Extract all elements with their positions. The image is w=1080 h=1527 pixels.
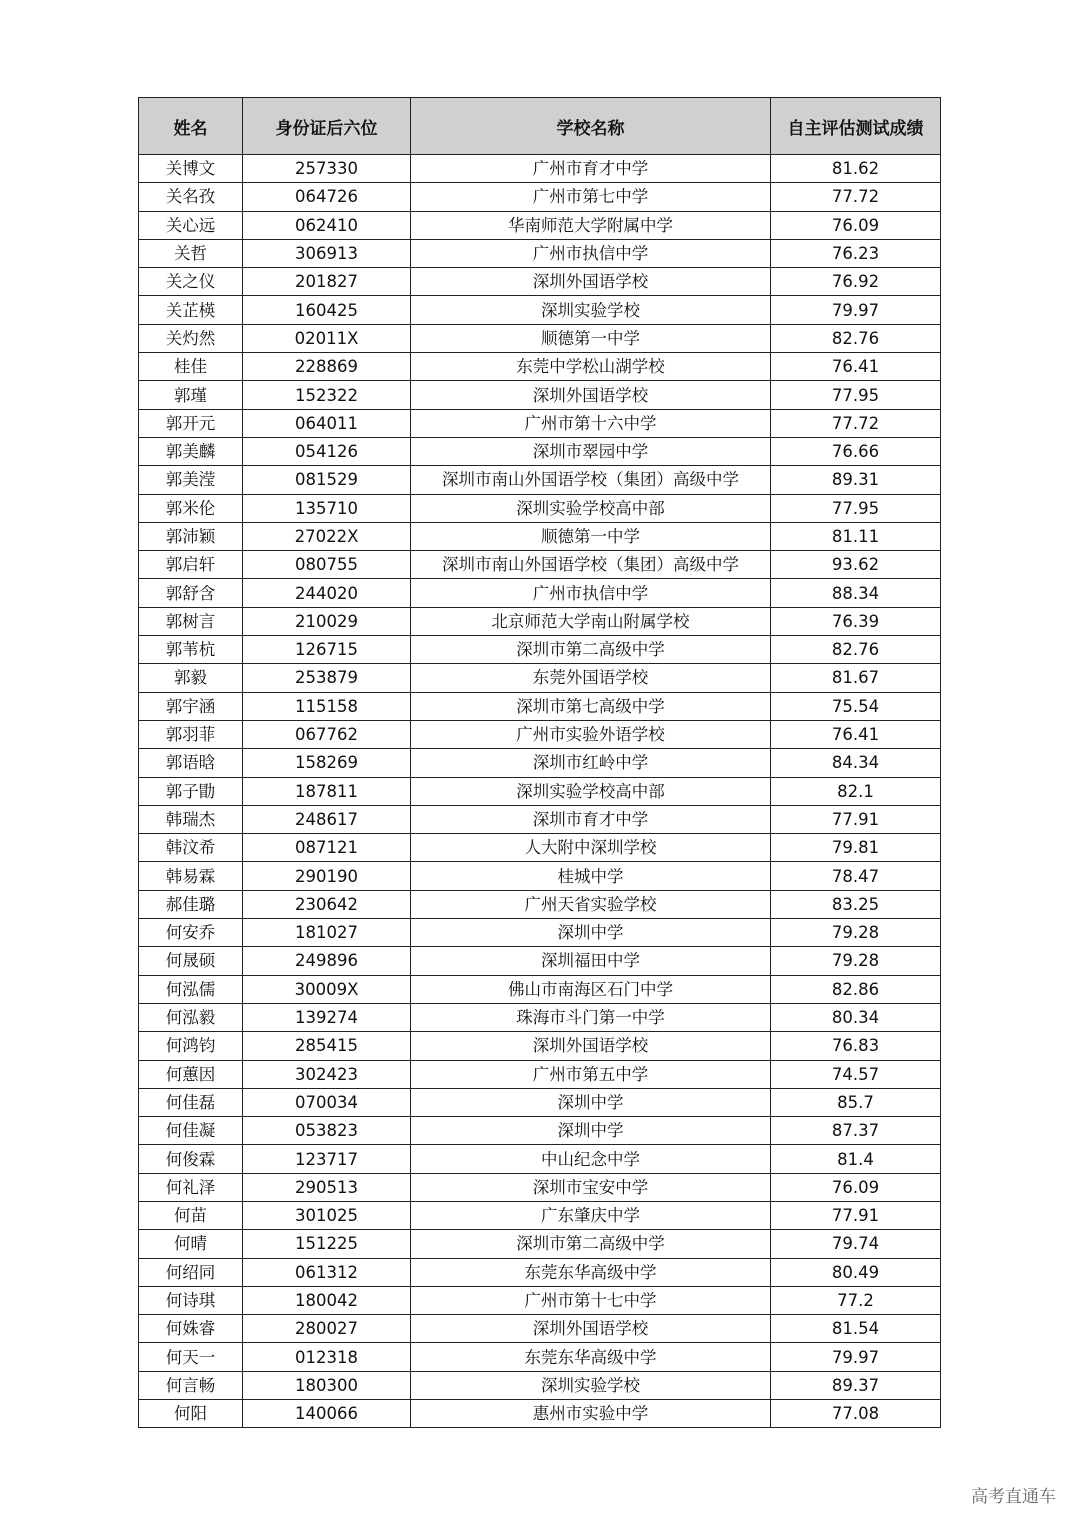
cell-score: 77.91 [771, 1201, 941, 1229]
table-row [139, 1286, 941, 1314]
cell-id-last-six: 140066 [243, 1400, 411, 1428]
table-row [139, 1145, 941, 1173]
cell-id-last-six: 228869 [243, 353, 411, 381]
cell-id-last-six: 158269 [243, 749, 411, 777]
cell-name: 何安乔 [139, 919, 243, 947]
cell-name: 郭毅 [139, 664, 243, 692]
cell-score: 76.09 [771, 211, 941, 239]
cell-score: 82.76 [771, 636, 941, 664]
table-row [139, 239, 941, 267]
cell-id-last-six: 230642 [243, 890, 411, 918]
cell-name: 关名孜 [139, 183, 243, 211]
cell-score: 84.34 [771, 749, 941, 777]
cell-name: 何泓毅 [139, 1003, 243, 1031]
cell-school: 深圳实验学校高中部 [411, 494, 771, 522]
table-row [139, 268, 941, 296]
cell-name: 郭羽菲 [139, 720, 243, 748]
cell-school: 广州市第五中学 [411, 1060, 771, 1088]
cell-id-last-six: 290190 [243, 862, 411, 890]
cell-score: 77.08 [771, 1400, 941, 1428]
cell-score: 76.83 [771, 1032, 941, 1060]
table-row [139, 720, 941, 748]
table-row [139, 1003, 941, 1031]
cell-score: 78.47 [771, 862, 941, 890]
cell-name: 何诗琪 [139, 1286, 243, 1314]
cell-school: 广东肇庆中学 [411, 1201, 771, 1229]
cell-id-last-six: 280027 [243, 1315, 411, 1343]
table-row [139, 890, 941, 918]
cell-id-last-six: 151225 [243, 1230, 411, 1258]
table-row [139, 975, 941, 1003]
table-row [139, 494, 941, 522]
cell-name: 何蕙因 [139, 1060, 243, 1088]
table-row [139, 749, 941, 777]
cell-name: 韩汶希 [139, 834, 243, 862]
table-row [139, 664, 941, 692]
cell-name: 郭启轩 [139, 551, 243, 579]
cell-id-last-six: 201827 [243, 268, 411, 296]
table-row [139, 409, 941, 437]
cell-name: 郭沛颖 [139, 522, 243, 550]
cell-school: 深圳中学 [411, 1088, 771, 1116]
cell-name: 郭苇杭 [139, 636, 243, 664]
header-school: 学校名称 [411, 98, 771, 155]
cell-score: 81.67 [771, 664, 941, 692]
cell-name: 何佳凝 [139, 1117, 243, 1145]
cell-name: 桂佳 [139, 353, 243, 381]
cell-school: 广州市实验外语学校 [411, 720, 771, 748]
table-row [139, 324, 941, 352]
cell-school: 佛山市南海区石门中学 [411, 975, 771, 1003]
cell-score: 87.37 [771, 1117, 941, 1145]
cell-score: 79.97 [771, 1343, 941, 1371]
cell-name: 郭语晗 [139, 749, 243, 777]
cell-name: 关心远 [139, 211, 243, 239]
cell-name: 关博文 [139, 155, 243, 183]
cell-score: 80.34 [771, 1003, 941, 1031]
cell-score: 80.49 [771, 1258, 941, 1286]
table-row [139, 1230, 941, 1258]
table-row [139, 947, 941, 975]
cell-school: 桂城中学 [411, 862, 771, 890]
header-score: 自主评估测试成绩 [771, 98, 941, 155]
cell-school: 广州市育才中学 [411, 155, 771, 183]
cell-score: 77.91 [771, 805, 941, 833]
cell-id-last-six: 139274 [243, 1003, 411, 1031]
cell-school: 深圳外国语学校 [411, 1315, 771, 1343]
cell-name: 何天一 [139, 1343, 243, 1371]
cell-score: 88.34 [771, 579, 941, 607]
cell-score: 77.72 [771, 183, 941, 211]
cell-score: 82.76 [771, 324, 941, 352]
cell-name: 何泓儒 [139, 975, 243, 1003]
cell-school: 深圳外国语学校 [411, 381, 771, 409]
cell-school: 深圳市南山外国语学校（集团）高级中学 [411, 551, 771, 579]
cell-score: 76.66 [771, 437, 941, 465]
cell-school: 深圳市第二高级中学 [411, 636, 771, 664]
cell-id-last-six: 126715 [243, 636, 411, 664]
cell-id-last-six: 306913 [243, 239, 411, 267]
header-id-last-six: 身份证后六位 [243, 98, 411, 155]
cell-id-last-six: 27022X [243, 522, 411, 550]
table-row [139, 551, 941, 579]
cell-school: 珠海市斗门第一中学 [411, 1003, 771, 1031]
cell-score: 74.57 [771, 1060, 941, 1088]
cell-school: 广州市第七中学 [411, 183, 771, 211]
cell-name: 郭舒含 [139, 579, 243, 607]
cell-id-last-six: 053823 [243, 1117, 411, 1145]
cell-school: 深圳外国语学校 [411, 268, 771, 296]
cell-school: 广州市第十七中学 [411, 1286, 771, 1314]
cell-score: 79.81 [771, 834, 941, 862]
cell-name: 何俊霖 [139, 1145, 243, 1173]
cell-school: 华南师范大学附属中学 [411, 211, 771, 239]
cell-school: 顺德第一中学 [411, 324, 771, 352]
cell-score: 79.74 [771, 1230, 941, 1258]
cell-name: 关灼然 [139, 324, 243, 352]
cell-school: 深圳市第二高级中学 [411, 1230, 771, 1258]
header-name: 姓名 [139, 98, 243, 155]
table-row [139, 579, 941, 607]
cell-score: 75.54 [771, 692, 941, 720]
cell-score: 85.7 [771, 1088, 941, 1116]
cell-id-last-six: 087121 [243, 834, 411, 862]
cell-id-last-six: 115158 [243, 692, 411, 720]
table-row [139, 1173, 941, 1201]
cell-school: 深圳市南山外国语学校（集团）高级中学 [411, 466, 771, 494]
cell-score: 82.1 [771, 777, 941, 805]
cell-school: 深圳中学 [411, 919, 771, 947]
cell-id-last-six: 054126 [243, 437, 411, 465]
cell-id-last-six: 081529 [243, 466, 411, 494]
cell-name: 关哲 [139, 239, 243, 267]
cell-school: 东莞东华高级中学 [411, 1343, 771, 1371]
cell-id-last-six: 064726 [243, 183, 411, 211]
cell-school: 深圳外国语学校 [411, 1032, 771, 1060]
cell-score: 76.41 [771, 353, 941, 381]
cell-id-last-six: 012318 [243, 1343, 411, 1371]
cell-name: 何晴 [139, 1230, 243, 1258]
table-row [139, 834, 941, 862]
cell-school: 深圳市宝安中学 [411, 1173, 771, 1201]
table-row [139, 1343, 941, 1371]
cell-score: 81.54 [771, 1315, 941, 1343]
table-row [139, 1032, 941, 1060]
table-row [139, 607, 941, 635]
cell-school: 深圳福田中学 [411, 947, 771, 975]
cell-score: 76.39 [771, 607, 941, 635]
table-row [139, 862, 941, 890]
cell-id-last-six: 302423 [243, 1060, 411, 1088]
cell-name: 何鸿钧 [139, 1032, 243, 1060]
cell-score: 79.28 [771, 919, 941, 947]
cell-name: 何晟硕 [139, 947, 243, 975]
cell-name: 郭子勖 [139, 777, 243, 805]
cell-id-last-six: 290513 [243, 1173, 411, 1201]
cell-school: 深圳市育才中学 [411, 805, 771, 833]
cell-id-last-six: 30009X [243, 975, 411, 1003]
cell-id-last-six: 180300 [243, 1371, 411, 1399]
cell-id-last-six: 070034 [243, 1088, 411, 1116]
cell-score: 83.25 [771, 890, 941, 918]
cell-name: 何礼泽 [139, 1173, 243, 1201]
cell-score: 89.37 [771, 1371, 941, 1399]
cell-id-last-six: 067762 [243, 720, 411, 748]
cell-score: 76.09 [771, 1173, 941, 1201]
cell-id-last-six: 253879 [243, 664, 411, 692]
table-row [139, 296, 941, 324]
table-row [139, 919, 941, 947]
cell-school: 顺德第一中学 [411, 522, 771, 550]
cell-name: 郭开元 [139, 409, 243, 437]
table-row [139, 1060, 941, 1088]
cell-id-last-six: 285415 [243, 1032, 411, 1060]
header-row [139, 98, 941, 155]
cell-school: 深圳实验学校 [411, 1371, 771, 1399]
cell-id-last-six: 061312 [243, 1258, 411, 1286]
table-row [139, 1201, 941, 1229]
cell-name: 关之仪 [139, 268, 243, 296]
cell-school: 广州市第十六中学 [411, 409, 771, 437]
cell-id-last-six: 244020 [243, 579, 411, 607]
cell-id-last-six: 135710 [243, 494, 411, 522]
cell-id-last-six: 02011X [243, 324, 411, 352]
cell-score: 76.41 [771, 720, 941, 748]
table-row [139, 777, 941, 805]
cell-id-last-six: 257330 [243, 155, 411, 183]
cell-school: 广州市执信中学 [411, 579, 771, 607]
table-row [139, 1088, 941, 1116]
table-row [139, 636, 941, 664]
cell-name: 郭瑾 [139, 381, 243, 409]
cell-id-last-six: 152322 [243, 381, 411, 409]
cell-id-last-six: 160425 [243, 296, 411, 324]
cell-score: 77.72 [771, 409, 941, 437]
cell-score: 93.62 [771, 551, 941, 579]
table-body [139, 155, 941, 1428]
cell-id-last-six: 301025 [243, 1201, 411, 1229]
cell-name: 郭宇涵 [139, 692, 243, 720]
cell-school: 深圳市第七高级中学 [411, 692, 771, 720]
table-row [139, 1400, 941, 1428]
table-row [139, 155, 941, 183]
table-row [139, 692, 941, 720]
cell-score: 81.62 [771, 155, 941, 183]
cell-id-last-six: 187811 [243, 777, 411, 805]
table-row [139, 466, 941, 494]
cell-score: 76.92 [771, 268, 941, 296]
cell-school: 中山纪念中学 [411, 1145, 771, 1173]
cell-school: 广州天省实验学校 [411, 890, 771, 918]
table-row [139, 1371, 941, 1399]
cell-name: 郭米伦 [139, 494, 243, 522]
cell-school: 深圳市红岭中学 [411, 749, 771, 777]
cell-score: 89.31 [771, 466, 941, 494]
cell-school: 人大附中深圳学校 [411, 834, 771, 862]
watermark: 高考直通车 [971, 1487, 1056, 1507]
cell-school: 东莞外国语学校 [411, 664, 771, 692]
table-row [139, 183, 941, 211]
cell-id-last-six: 064011 [243, 409, 411, 437]
cell-id-last-six: 248617 [243, 805, 411, 833]
cell-school: 惠州市实验中学 [411, 1400, 771, 1428]
cell-id-last-six: 180042 [243, 1286, 411, 1314]
cell-name: 韩易霖 [139, 862, 243, 890]
table-row [139, 353, 941, 381]
cell-id-last-six: 210029 [243, 607, 411, 635]
table-row [139, 381, 941, 409]
cell-school: 深圳实验学校 [411, 296, 771, 324]
cell-id-last-six: 062410 [243, 211, 411, 239]
cell-school: 深圳中学 [411, 1117, 771, 1145]
cell-name: 何苗 [139, 1201, 243, 1229]
cell-id-last-six: 181027 [243, 919, 411, 947]
cell-name: 何言畅 [139, 1371, 243, 1399]
cell-score: 77.2 [771, 1286, 941, 1314]
cell-name: 韩瑞杰 [139, 805, 243, 833]
cell-id-last-six: 080755 [243, 551, 411, 579]
table-row [139, 1117, 941, 1145]
cell-school: 东莞东华高级中学 [411, 1258, 771, 1286]
cell-name: 郭美麟 [139, 437, 243, 465]
table-row [139, 211, 941, 239]
cell-id-last-six: 123717 [243, 1145, 411, 1173]
cell-score: 76.23 [771, 239, 941, 267]
table-row [139, 805, 941, 833]
results-table [138, 97, 941, 1428]
table-row [139, 1315, 941, 1343]
cell-name: 郭美滢 [139, 466, 243, 494]
cell-name: 郭树言 [139, 607, 243, 635]
table-row [139, 522, 941, 550]
cell-score: 81.4 [771, 1145, 941, 1173]
cell-score: 77.95 [771, 381, 941, 409]
cell-name: 何绍同 [139, 1258, 243, 1286]
cell-school: 北京师范大学南山附属学校 [411, 607, 771, 635]
cell-score: 79.97 [771, 296, 941, 324]
cell-school: 深圳市翠园中学 [411, 437, 771, 465]
cell-school: 深圳实验学校高中部 [411, 777, 771, 805]
cell-score: 79.28 [771, 947, 941, 975]
cell-score: 82.86 [771, 975, 941, 1003]
cell-name: 何阳 [139, 1400, 243, 1428]
cell-name: 关芷楧 [139, 296, 243, 324]
table-row [139, 1258, 941, 1286]
cell-name: 郝佳璐 [139, 890, 243, 918]
cell-name: 何佳磊 [139, 1088, 243, 1116]
cell-school: 广州市执信中学 [411, 239, 771, 267]
cell-id-last-six: 249896 [243, 947, 411, 975]
table-row [139, 437, 941, 465]
cell-school: 东莞中学松山湖学校 [411, 353, 771, 381]
cell-name: 何姝睿 [139, 1315, 243, 1343]
cell-score: 81.11 [771, 522, 941, 550]
cell-score: 77.95 [771, 494, 941, 522]
